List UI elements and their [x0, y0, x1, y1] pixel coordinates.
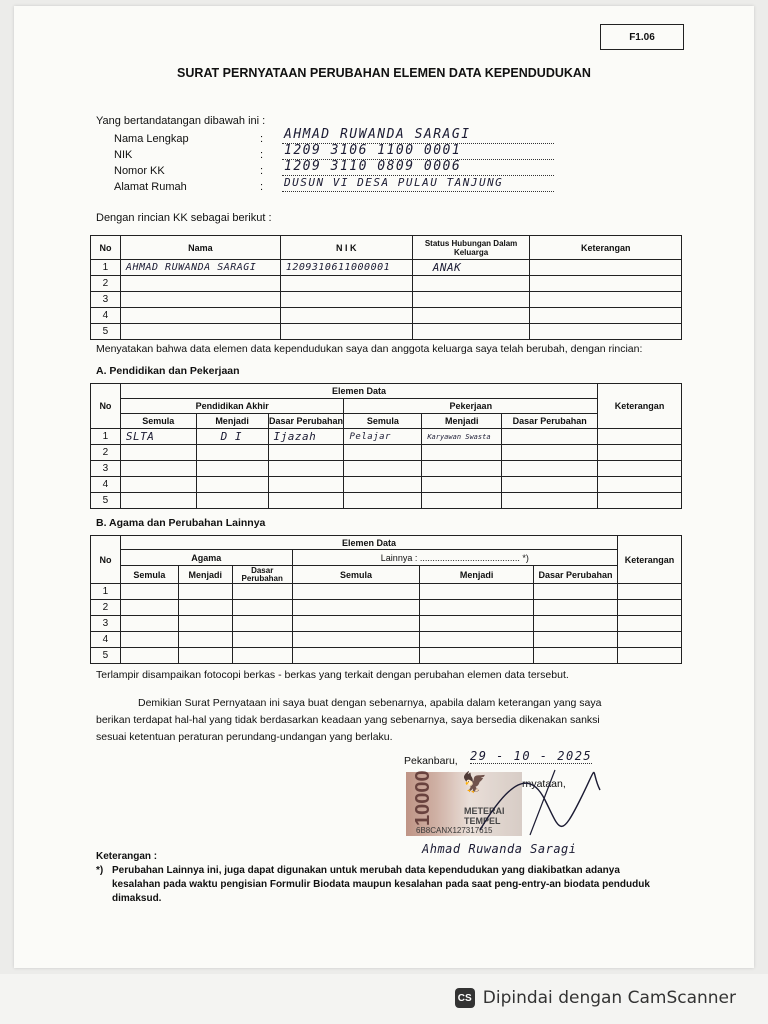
kk-row-nik: 1209310611000001 [280, 260, 412, 276]
kk-table-header-row [91, 236, 682, 260]
kk-row-nama: AHMAD RUWANDA SARAGI [120, 260, 280, 276]
signature-date: 29 - 10 - 2025 [470, 749, 593, 763]
section-b-title: B. Agama dan Perubahan Lainnya [96, 517, 266, 529]
kk-header-keterangan: Keterangan [530, 236, 682, 260]
kk-label: Nomor KK [114, 165, 165, 177]
kk-row-no: 2 [91, 276, 121, 292]
closing-line-2: berikan terdapat hal-hal yang tidak berdasarkan keadaan yang sebenarnya, saya bersedia dikenakan sanksi [96, 714, 600, 726]
a-row-no: 1 [91, 429, 121, 445]
notes-label: Keterangan : [96, 851, 158, 862]
kk-row-no: 3 [91, 292, 121, 308]
kk-colon: : [260, 165, 264, 177]
camscanner-logo-icon: CS [455, 988, 475, 1008]
a-header-p-semula: Semula [120, 414, 196, 429]
nik-colon: : [260, 149, 264, 161]
a-row-no: 4 [91, 477, 121, 493]
kk-row-no: 4 [91, 308, 121, 324]
statement-text: Menyatakan bahwa data elemen data kependudukan saya dan anggota keluarga saya telah berubah, dengan rincian: [96, 343, 643, 355]
b-row-no: 3 [91, 616, 121, 632]
notes-line-2: kesalahan pada waktu pengisian Formulir Biodata maupun kesalahan pada saat peng-entry-an biodata penduduk [112, 879, 650, 890]
garuda-emblem-icon: 🦅 [462, 770, 487, 794]
form-code-box: F1.06 [600, 24, 684, 50]
stamp-code: 6B8CANX127317615 [416, 826, 493, 835]
scanner-watermark [455, 988, 736, 1008]
a-header-p-dasar: Dasar Perubahan [268, 414, 344, 429]
notes-marker: *) [96, 865, 104, 876]
a-row-k-semula: Pelajar [344, 429, 422, 445]
b-header-l-dasar: Dasar Perubahan [534, 566, 618, 584]
education-job-table [90, 383, 682, 509]
kk-table [90, 235, 682, 340]
a-row-k-dasar [502, 429, 598, 445]
b-header-l-semula: Semula [292, 566, 420, 584]
b-row-no: 4 [91, 632, 121, 648]
notes-line-1: Perubahan Lainnya ini, juga dapat digunakan untuk merubah data kependudukan yang diakibatkan adanya [112, 865, 620, 876]
a-row-keterangan [598, 429, 682, 445]
b-row-no: 1 [91, 584, 121, 600]
a-row-p-dasar: Ijazah [268, 429, 344, 445]
b-header-agama: Agama [120, 550, 292, 566]
table-row [91, 324, 682, 340]
b-row-no: 5 [91, 648, 121, 664]
b-header-a-dasar: Dasar Perubahan [232, 566, 292, 584]
table-row [91, 493, 682, 509]
b-header-a-semula: Semula [120, 566, 178, 584]
a-header-k-menjadi: Menjadi [422, 414, 502, 429]
a-row-no: 2 [91, 445, 121, 461]
table-row [91, 616, 682, 632]
kk-header-status: Status Hubungan Dalam Keluarga [412, 236, 530, 260]
address-colon: : [260, 181, 264, 193]
religion-other-table [90, 535, 682, 664]
kk-header-nama: Nama [120, 236, 280, 260]
table-row [91, 260, 682, 276]
kk-row-status: ANAK [412, 260, 530, 276]
a-header-no: No [91, 384, 121, 429]
stamp-value: 10000 [412, 770, 434, 826]
a-header-p-menjadi: Menjadi [196, 414, 268, 429]
closing-line-3: sesuai ketentuan peraturan perundang-undangan yang berlaku. [96, 731, 393, 743]
table-row [91, 445, 682, 461]
table-row [91, 632, 682, 648]
b-header-a-menjadi: Menjadi [178, 566, 232, 584]
a-header-pekerjaan: Pekerjaan [344, 399, 598, 414]
signature-place: Pekanbaru, [404, 755, 458, 767]
a-row-k-menjadi: Karyawan Swasta [422, 429, 502, 445]
table-row [91, 600, 682, 616]
name-label: Nama Lengkap [114, 133, 189, 145]
b-header-keterangan: Keterangan [617, 536, 681, 584]
attachment-note: Terlampir disampaikan fotocopi berkas - berkas yang terkait dengan perubahan elemen data tersebut. [96, 669, 569, 681]
name-colon: : [260, 133, 264, 145]
closing-line-1: Demikian Surat Pernyataan ini saya buat dengan sebenarnya, apabila dalam keterangan yang saya [138, 697, 602, 709]
name-value: AHMAD RUWANDA SARAGI [284, 127, 471, 142]
a-header-pendidikan: Pendidikan Akhir [120, 399, 344, 414]
a-row-p-menjadi: D I [196, 429, 268, 445]
table-row [91, 292, 682, 308]
a-header-keterangan: Keterangan [598, 384, 682, 429]
a-header-k-semula: Semula [344, 414, 422, 429]
signer-name: Ahmad Ruwanda Saragi [422, 842, 577, 856]
scanner-footer [0, 974, 768, 1024]
kk-header-no: No [91, 236, 121, 260]
table-row [91, 461, 682, 477]
table-row [91, 648, 682, 664]
nik-label: NIK [114, 149, 133, 161]
address-value: DUSUN VI DESA PULAU TANJUNG [284, 176, 504, 189]
a-row-p-semula: SLTA [120, 429, 196, 445]
a-row-no: 3 [91, 461, 121, 477]
address-dotted-line [282, 191, 554, 192]
kk-intro-text: Dengan rincian KK sebagai berikut : [96, 212, 272, 224]
address-label: Alamat Rumah [114, 181, 187, 193]
a-header-k-dasar: Dasar Perubahan [502, 414, 598, 429]
b-header-l-menjadi: Menjadi [420, 566, 534, 584]
signature-role: rnyataan, [522, 778, 566, 790]
handwritten-signature-mark [470, 760, 610, 850]
document-title: SURAT PERNYATAAN PERUBAHAN ELEMEN DATA KEPENDUDUKAN [177, 66, 591, 80]
kk-row-no: 1 [91, 260, 121, 276]
kk-row-keterangan [530, 260, 682, 276]
nik-value: 1209 3106 1100 0001 [284, 143, 462, 158]
table-row [91, 477, 682, 493]
b-header-no: No [91, 536, 121, 584]
table-row [91, 584, 682, 600]
kk-value: 1209 3110 0809 0006 [284, 159, 462, 174]
table-row [91, 276, 682, 292]
a-row-no: 5 [91, 493, 121, 509]
table-row [91, 308, 682, 324]
b-header-lainnya: Lainnya : ........................................ *) [292, 550, 617, 566]
notes-line-3: dimaksud. [112, 893, 162, 904]
section-a-title: A. Pendidikan dan Pekerjaan [96, 365, 240, 377]
a-header-elemen: Elemen Data [120, 384, 597, 399]
kk-header-nik: N I K [280, 236, 412, 260]
b-row-no: 2 [91, 600, 121, 616]
table-row [91, 429, 682, 445]
stamp-label: METERAI TEMPEL [464, 806, 505, 826]
kk-row-no: 5 [91, 324, 121, 340]
scanner-text: Dipindai dengan CamScanner [482, 988, 736, 1008]
intro-text: Yang bertandatangan dibawah ini : [96, 115, 266, 127]
b-header-elemen: Elemen Data [120, 536, 617, 550]
